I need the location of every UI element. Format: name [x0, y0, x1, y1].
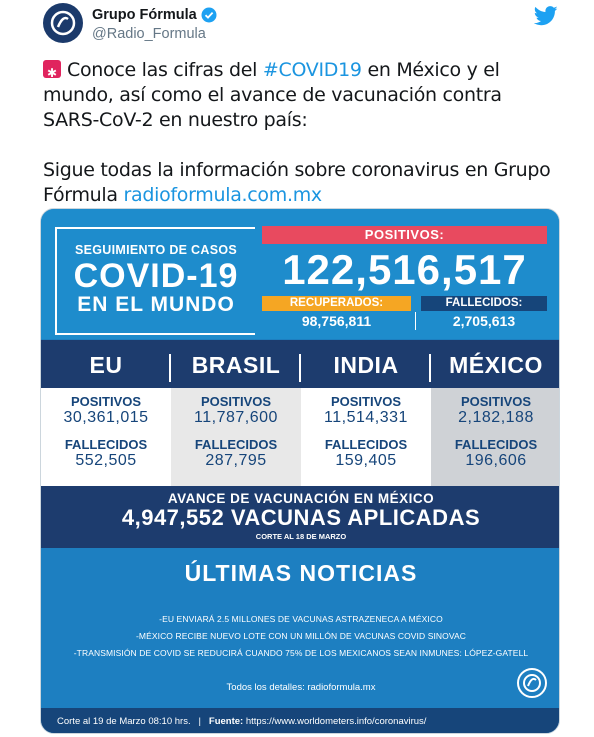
website-link[interactable]: radioformula.com.mx [123, 184, 322, 206]
divider [415, 312, 416, 330]
vaccination-title: AVANCE DE VACUNACIÓN EN MÉXICO [167, 491, 435, 506]
footer-cutoff: Corte al 19 de Marzo 08:10 hrs. [57, 716, 191, 727]
title-subtitle: SEGUIMIENTO DE CASOS [74, 243, 238, 257]
positives-value: 2,182,188 [458, 409, 534, 426]
news-list [41, 611, 560, 662]
account-name[interactable] [92, 7, 217, 23]
twitter-bird-icon[interactable] [534, 5, 558, 27]
account-name-text[interactable]: Grupo Fórmula [92, 7, 197, 23]
infographic-footer: Corte al 19 de Marzo 08:10 hrs. | Fuente: https://www.worldometers.info/coronavirus/ [41, 708, 560, 734]
deaths-label: FALLECIDOS [194, 437, 278, 452]
tweet-paragraph-2 [43, 158, 563, 208]
country-name: BRASIL [191, 352, 281, 378]
positives-value: 30,361,015 [63, 409, 149, 426]
deaths-label: FALLECIDOS: [421, 296, 547, 311]
recovered-value: 98,756,811 [301, 313, 372, 329]
country-india [301, 340, 431, 486]
country-stats [171, 388, 301, 486]
deaths-value: 287,795 [205, 452, 267, 469]
deaths-value: 196,606 [465, 452, 527, 469]
positives-label: POSITIVOS [200, 394, 272, 409]
deaths-value: 552,505 [75, 452, 137, 469]
positives-label: POSITIVOS [70, 394, 142, 409]
vaccination-section [41, 486, 560, 548]
country-stats [301, 388, 431, 486]
details-text: Todos los detalles: radioformula.mx [226, 682, 376, 693]
countries-section [41, 340, 560, 486]
alarm-light-icon [43, 60, 61, 78]
news-title: ÚLTIMAS NOTICIAS [184, 560, 418, 586]
grupo-formula-logo-icon [517, 668, 547, 698]
tweet-text-2: Sigue todas la información sobre coronavirus en Grupo Fórmula [43, 159, 551, 206]
country-brasil [171, 340, 301, 486]
title-main: COVID-19 [73, 257, 239, 295]
positives-value: 122,516,517 [282, 246, 527, 293]
deaths-label: FALLECIDOS [64, 437, 148, 452]
grupo-formula-logo-icon [49, 9, 77, 37]
footer-source-label: Fuente: [208, 716, 244, 727]
title-footer: EN EL MUNDO [77, 293, 235, 316]
positives-label: POSITIVOS [330, 394, 402, 409]
deaths-label: FALLECIDOS [324, 437, 408, 452]
deaths-label: FALLECIDOS [454, 437, 538, 452]
positives-value: 11,787,600 [194, 409, 278, 426]
positives-label: POSITIVOS: [262, 226, 547, 244]
country-mexico [431, 340, 560, 486]
title-box [55, 227, 255, 335]
tweet-header [43, 0, 563, 50]
verified-badge-icon [201, 7, 217, 23]
positives-label: POSITIVOS [460, 394, 532, 409]
account-handle[interactable]: @Radio_Formula [92, 26, 206, 42]
tweet-paragraph-1 [43, 58, 563, 133]
footer-source: https://www.worldometers.info/coronavirus/ [245, 716, 427, 727]
news-item: -MÉXICO RECIBE NUEVO LOTE CON UN MILLÓN DE VACUNAS COVID SINOVAC [135, 631, 467, 641]
avatar[interactable] [43, 3, 83, 43]
country-name: INDIA [333, 352, 399, 378]
country-eu [41, 340, 171, 486]
world-summary [41, 209, 560, 339]
news-item: -TRANSMISIÓN DE COVID SE REDUCIRÁ CUANDO 75% DE LOS MEXICANOS SEAN INMUNES: LÓPEZ-GATELL [73, 648, 529, 658]
news-section [41, 548, 560, 708]
hashtag-link[interactable]: #COVID19 [262, 59, 362, 81]
country-stats [41, 388, 171, 486]
tweet-text [43, 58, 563, 208]
recovered-label: RECUPERADOS: [262, 296, 411, 311]
country-name: EU [89, 352, 123, 378]
country-stats [431, 388, 560, 486]
positives-value: 11,514,331 [324, 409, 408, 426]
tweet-text-1a: Conoce las cifras del [67, 59, 263, 81]
tweet-text-1b: en México y el mundo, así como el avance de vacunación contra SARS-CoV-2 en nuestro país: [43, 59, 502, 131]
infographic-image[interactable] [40, 208, 560, 734]
news-item: -EU ENVIARÁ 2.5 MILLONES DE VACUNAS ASTRAZENECA A MÉXICO [159, 614, 443, 624]
country-name: MÉXICO [449, 352, 543, 378]
vaccination-value: 4,947,552 VACUNAS APLICADAS [121, 505, 481, 530]
deaths-value: 159,405 [335, 452, 397, 469]
vaccination-note: CORTE AL 18 DE MARZO [255, 532, 347, 541]
deaths-value: 2,705,613 [452, 313, 516, 329]
